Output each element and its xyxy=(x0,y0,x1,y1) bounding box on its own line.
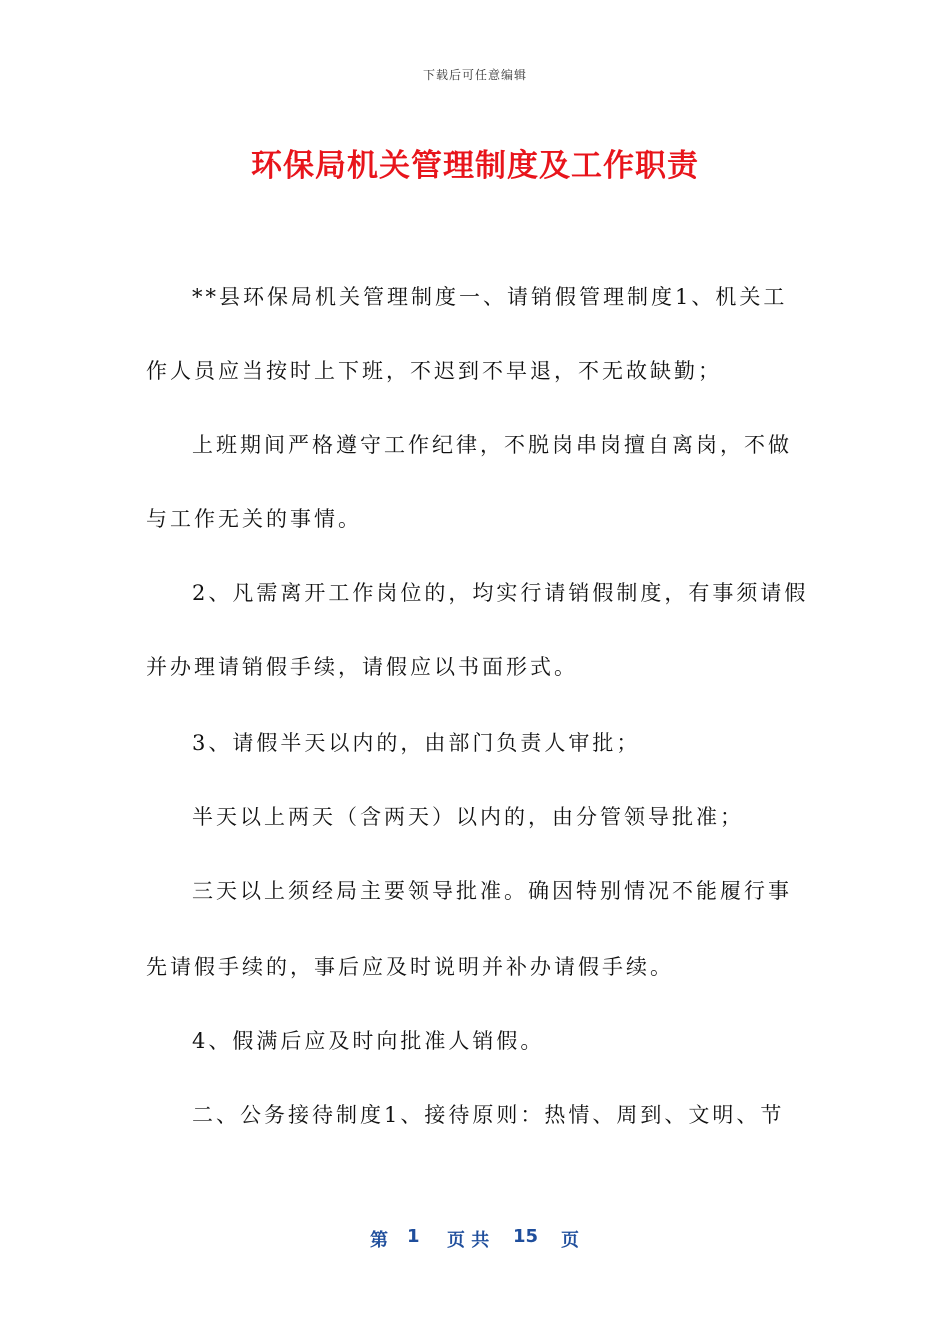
footer-middle: 页 共 xyxy=(447,1230,490,1251)
body-line: 并办理请销假手续，请假应以书面形式。 xyxy=(146,655,578,679)
header-note: 下载后可任意编辑 xyxy=(422,68,527,82)
body-line: 先请假手续的，事后应及时说明并补办请假手续。 xyxy=(146,955,674,979)
body-line: 半天以上两天（含两天）以内的，由分管领导批准； xyxy=(192,805,744,829)
body-line: 上班期间严格遵守工作纪律，不脱岗串岗擅自离岗，不做 xyxy=(192,433,792,457)
body-line: 2、凡需离开工作岗位的，均实行请销假制度，有事须请假 xyxy=(192,581,809,605)
current-page-number: 1 xyxy=(407,1226,420,1247)
body-line: 4、假满后应及时向批准人销假。 xyxy=(192,1029,545,1053)
document-title: 环保局机关管理制度及工作职责 xyxy=(251,148,699,184)
footer-prefix: 第 xyxy=(370,1230,388,1251)
body-line: 作人员应当按时上下班，不迟到不早退，不无故缺勤； xyxy=(146,359,722,383)
total-pages: 15 xyxy=(513,1226,539,1247)
body-line: 三天以上须经局主要领导批准。确因特别情况不能履行事 xyxy=(192,879,792,903)
body-line: 与工作无关的事情。 xyxy=(146,507,362,531)
body-line: 3、请假半天以内的，由部门负责人审批； xyxy=(192,731,641,755)
body-line: 二、公务接待制度1、接待原则：热情、周到、文明、节 xyxy=(192,1103,785,1127)
footer-suffix: 页 xyxy=(561,1230,579,1251)
body-line: **县环保局机关管理制度一、请销假管理制度1、机关工 xyxy=(192,285,788,309)
